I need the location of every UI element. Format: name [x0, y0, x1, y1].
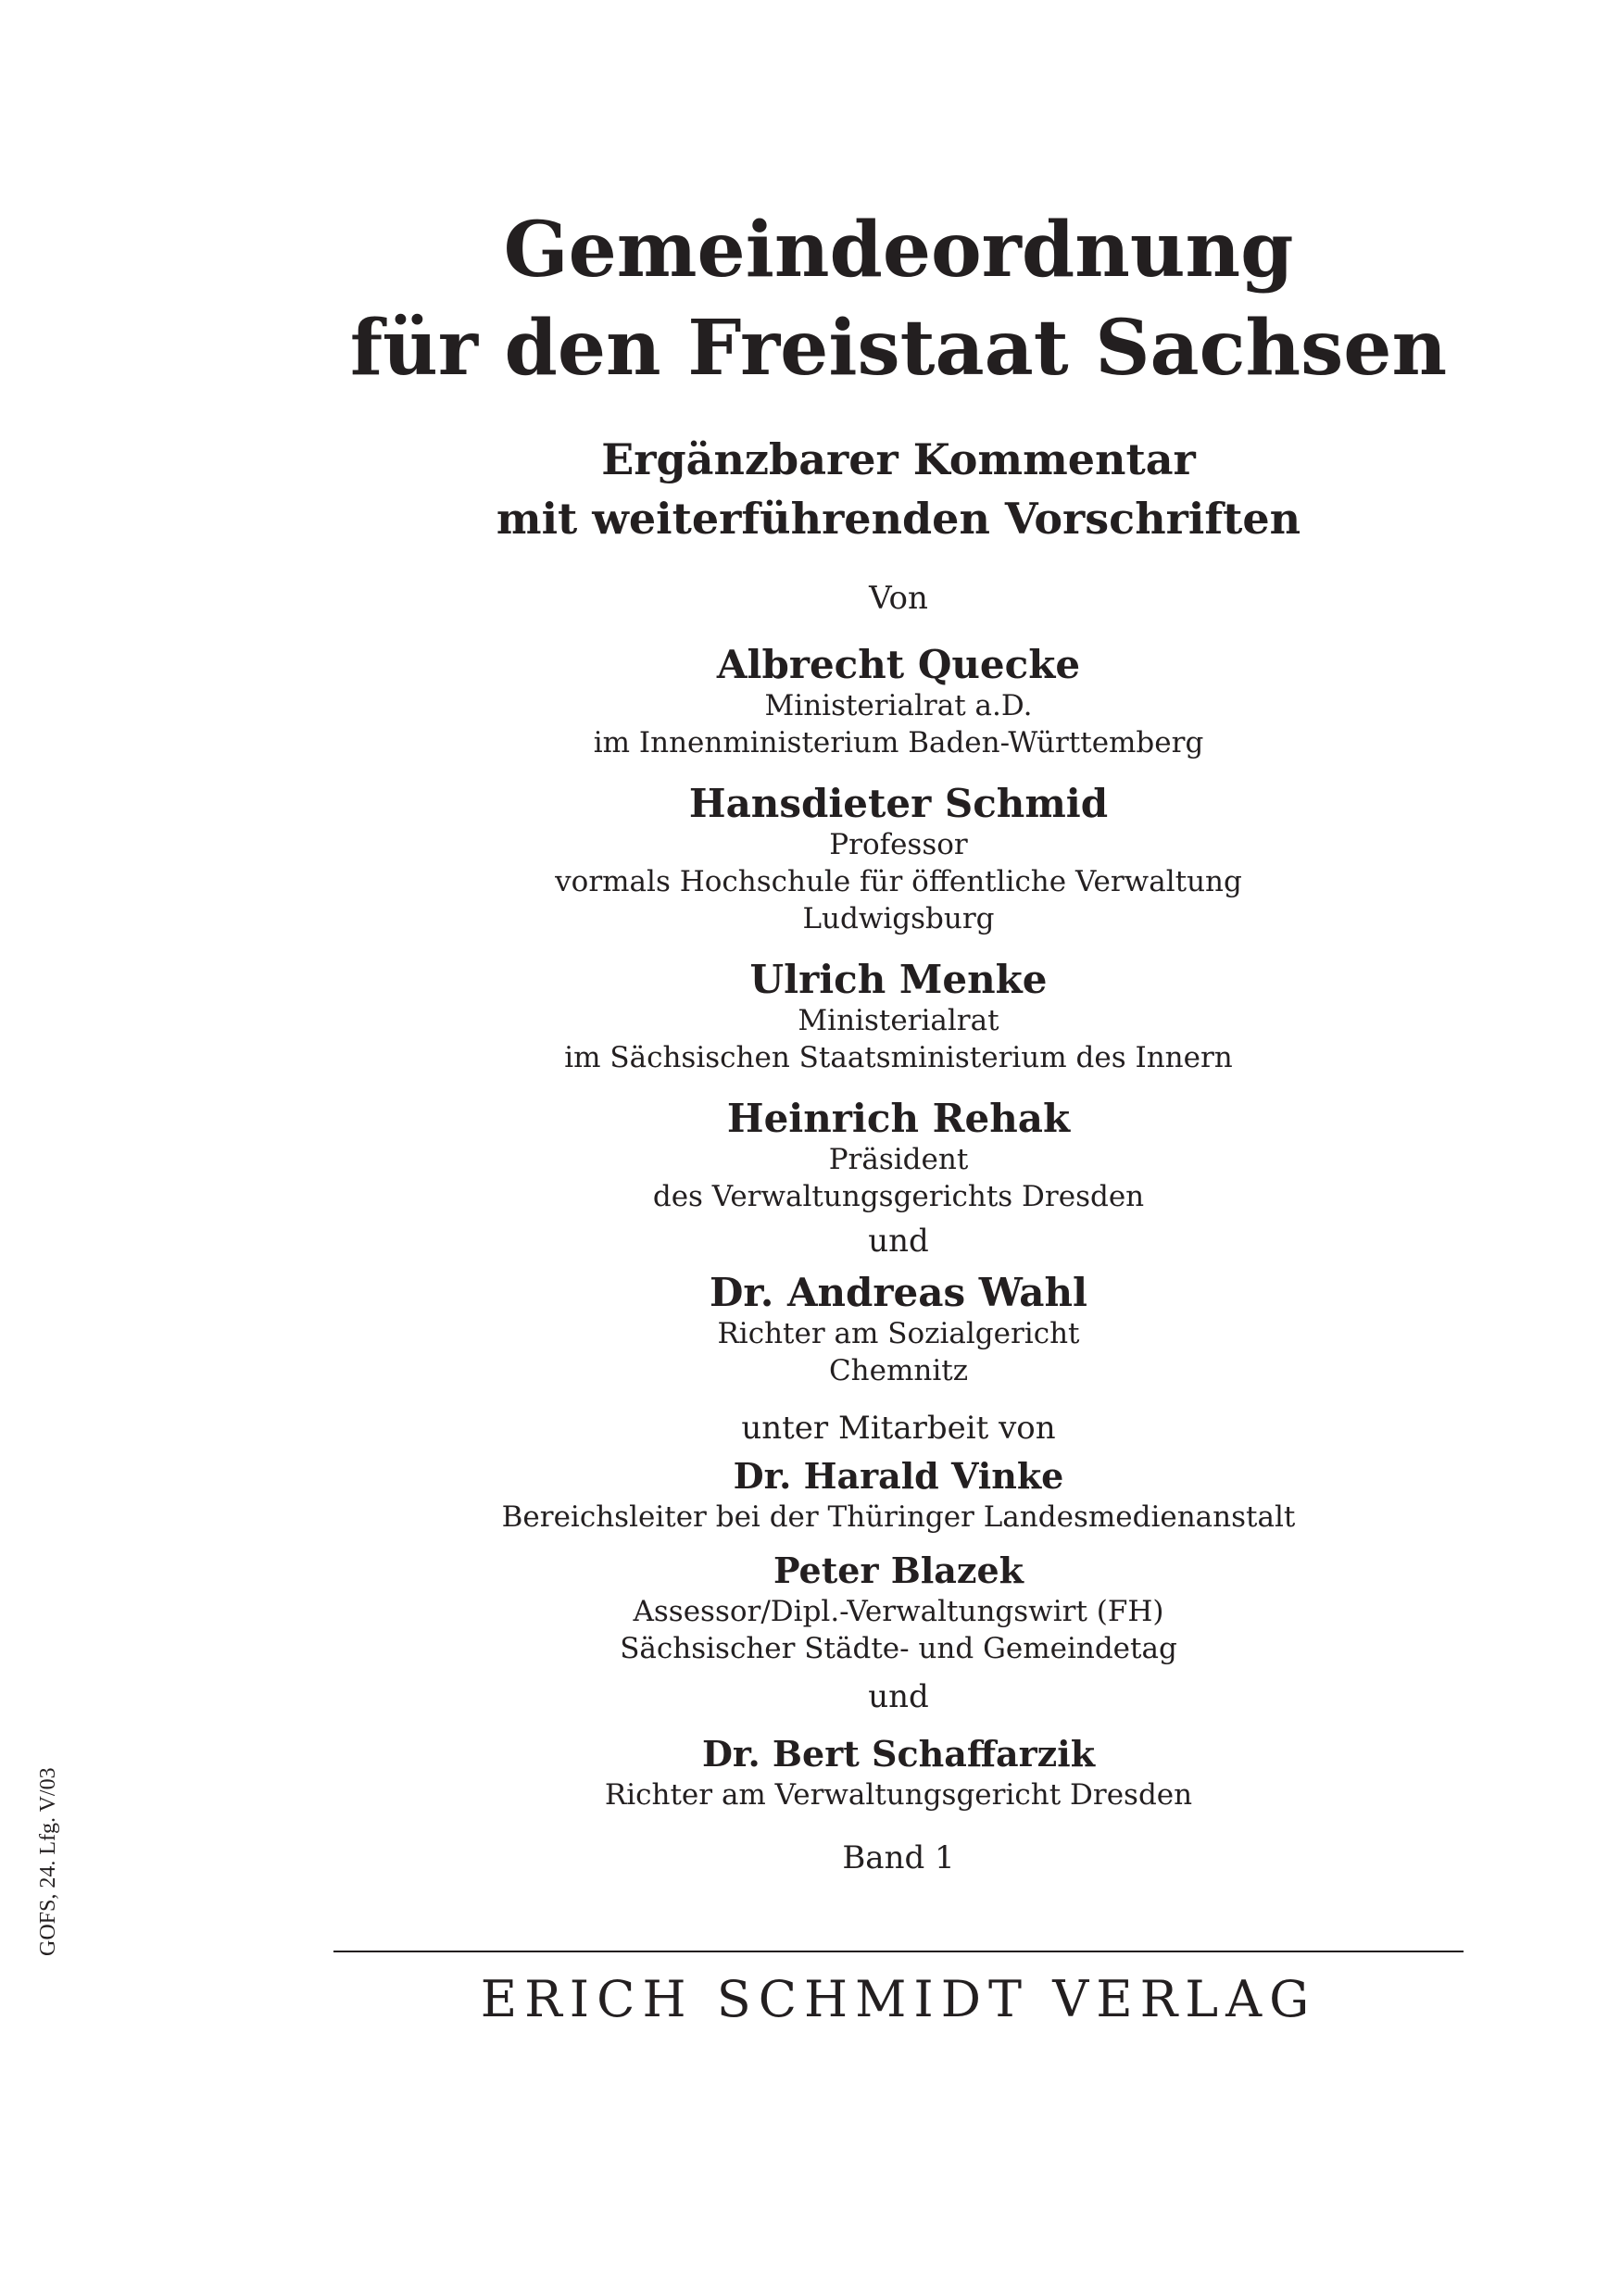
- author-role: Chemnitz: [828, 1354, 969, 1387]
- contributor-role: Sächsischer Städte- und Gemeindetag: [620, 1632, 1177, 1665]
- author-role: Ludwigsburg: [802, 902, 995, 935]
- and-label: und: [868, 1223, 929, 1260]
- author-name: Heinrich Rehak: [726, 1096, 1071, 1141]
- book-title-line-1: Gemeindeordnung: [503, 206, 1294, 295]
- author-role: Richter am Sozialgericht: [717, 1317, 1080, 1350]
- and-label: und: [868, 1678, 929, 1715]
- author-role: Professor: [829, 828, 968, 861]
- book-subtitle-line-1: Ergänzbarer Kommentar: [601, 434, 1196, 484]
- volume-label: Band 1: [842, 1839, 955, 1876]
- contributor-role: Richter am Verwaltungsgericht Dresden: [604, 1778, 1193, 1812]
- book-title-line-2: für den Freistaat Sachsen: [349, 304, 1448, 393]
- author-name: Dr. Andreas Wahl: [710, 1270, 1087, 1315]
- contributor-name: Dr. Harald Vinke: [733, 1455, 1064, 1497]
- author-role: Ministerialrat a.D.: [764, 689, 1033, 722]
- author-role: vormals Hochschule für öffentliche Verwaltung: [555, 865, 1242, 898]
- collaboration-label: unter Mitarbeit von: [741, 1410, 1056, 1447]
- book-subtitle-line-2: mit weiterführenden Vorschriften: [496, 494, 1301, 544]
- author-name: Albrecht Quecke: [716, 642, 1081, 687]
- contributor-role: Assessor/Dipl.-Verwaltungswirt (FH): [633, 1595, 1164, 1628]
- publisher-name: ERICH SCHMIDT VERLAG: [480, 1970, 1317, 2028]
- contributor-role: Bereichsleiter bei der Thüringer Landesmedienanstalt: [501, 1500, 1296, 1534]
- author-role: Präsident: [828, 1143, 969, 1176]
- author-name: Hansdieter Schmid: [688, 781, 1109, 826]
- contributor-name: Dr. Bert Schaffarzik: [701, 1733, 1096, 1775]
- author-role: des Verwaltungsgerichts Dresden: [652, 1180, 1145, 1213]
- publisher-divider: [333, 1951, 1464, 1952]
- contributor-name: Peter Blazek: [773, 1549, 1024, 1591]
- spine-note: GOFS, 24. Lfg. V/03: [36, 1767, 60, 1956]
- author-name: Ulrich Menke: [749, 957, 1048, 1002]
- author-role: Ministerialrat: [798, 1004, 999, 1037]
- author-role: im Sächsischen Staatsministerium des Innern: [564, 1041, 1233, 1074]
- by-label: Von: [869, 580, 928, 617]
- author-role: im Innenministerium Baden-Württemberg: [593, 726, 1204, 759]
